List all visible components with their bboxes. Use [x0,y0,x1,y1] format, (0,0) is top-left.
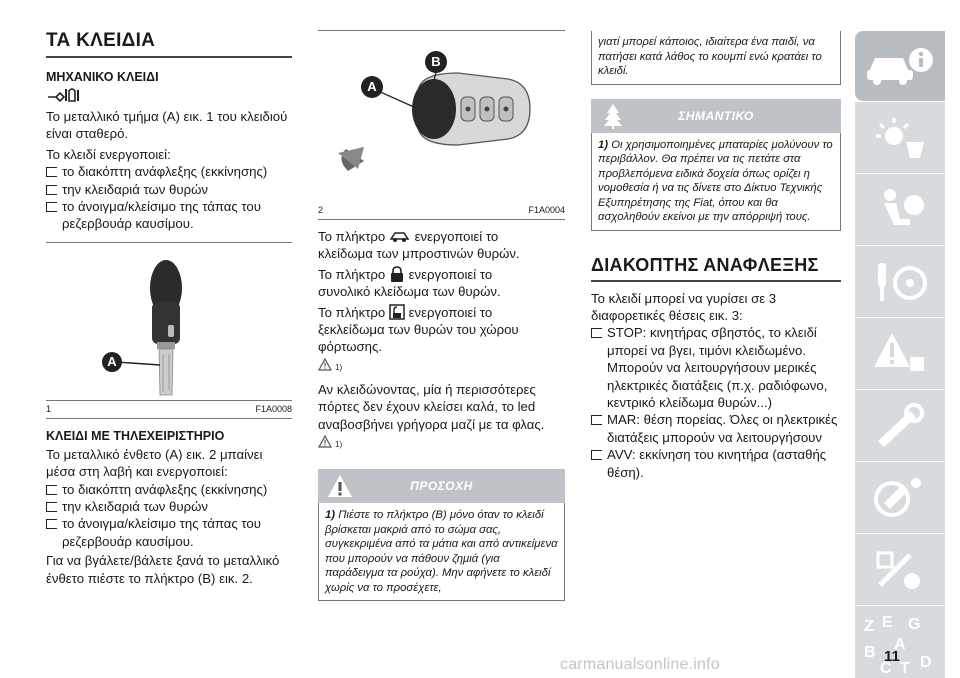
bullet-mark-icon [46,502,57,512]
warning-number: 1) [325,509,336,522]
button-2-line: Το πλήκτρο ενεργοποιεί το [318,266,493,282]
tab-starting-driving[interactable] [855,246,945,318]
warning-triangle-icon [870,329,930,379]
tab-emergency[interactable] [855,390,945,462]
cargo-unlock-icon [389,304,405,320]
bullet-mark-icon [46,185,57,195]
warning-reference-2: 1) [318,435,565,455]
important-box-header [591,99,841,133]
mech-paragraph-2: Το κλειδί ενεργοποιεί: [46,146,171,162]
svg-text:G: G [908,615,921,633]
remote-paragraph-1: Το μεταλλικό ένθετο (A) εικ. 2 μπαίνει μέσα στη λαβή και ενεργοποιεί: [46,446,263,480]
tab-car-info[interactable] [855,30,945,102]
ignition-bullet-avv: AVV: εκκίνηση του κινητήρα (ασταθής θέση). [591,446,841,481]
key-start-icon [870,257,930,307]
svg-text:Z: Z [864,617,874,635]
bullet-mark-icon [591,328,602,338]
car-info-icon [863,44,937,88]
watermark: carmanualsonline.info [560,656,720,673]
button-3-rest: ξεκλείδωμα των θυρών του χώρου φόρτωσης. [318,322,519,355]
mech-paragraph-1: Το μεταλλικό τμήμα (A) εικ. 1 του κλειδιού είναι σταθερό. [46,109,288,142]
remote-paragraph-2: Για να βγάλετε/βάλετε ξανά το μεταλλικό ένθετο πιέστε το πλήκτρο (B) εικ. 2. [46,553,280,586]
padlock-icon [389,266,405,282]
front-doors-lock-icon [389,229,411,243]
alphabetical-index-icon [860,613,940,677]
bullet-mark-icon [591,450,602,460]
mechanical-key-illustration [46,250,292,400]
figure-2-callout-a: A [367,79,377,94]
svg-text:T: T [900,659,910,677]
column-1 [46,30,292,587]
section-title-ignition: ΔΙΑΚΟΠΤΗΣ ΑΝΑΦΛΕΞΗΣ [591,255,841,282]
figure-1-code: F1A0008 [255,403,292,414]
tab-warning-lights[interactable] [855,318,945,390]
important-text: Οι χρησιμοποιημένες μπαταρίες μολύνουν το περιβάλλον. Θα πρέπει να τις πετάτε στα προβλεπόμενα ειδικά δοχεία όπως ορίζει η νομοθεσία ή να τις δίνετε στο Δίκτυο Τεχνικής Εξυπηρέτησης της Fiat, όπου και θα ασχοληθούν εκείνοι με την απόρριψή τους. [598,138,833,223]
warning-box-continuation [591,31,841,85]
figure-1 [46,250,292,400]
tab-technical-data[interactable] [855,534,945,606]
remote-bullet: το άνοιγμα/κλείσιμο της τάπας του ρεζερβουάρ καυσίμου. [46,515,292,550]
bullet-mark-icon [46,519,57,529]
button-1-rest: κλείδωμα των μπροστινών θυρών. [318,246,520,262]
warning-triangle-icon [318,435,332,448]
figure-1-number: 1 [46,403,52,414]
warning-box-body [318,503,565,601]
figure-2-number: 2 [318,205,324,215]
important-box-body [591,133,841,231]
bullet-mark-icon [46,485,57,495]
figure-1-caption [46,400,292,419]
figure-2-caption [318,201,565,220]
bullet-mark-icon [591,415,602,425]
warning-box-header [318,469,565,503]
heading-remote-key: ΚΛΕΙΔΙ ΜΕ ΤΗΛΕΧΕΙΡΙΣΤΗΡΙΟ [46,428,225,443]
important-number: 1) [598,138,609,151]
remote-bullet: το διακόπτη ανάφλεξης (εκκίνησης) [46,481,292,498]
technical-data-icon [870,545,930,595]
airbag-seat-icon [870,185,930,235]
warning-continuation-text: γιατί μπορεί κάποιος, ιδιαίτερα ένα παιδί, να πατήσει κατά λάθος το κουμπί ενώ κρατάει το κλειδί. [598,36,822,77]
mech-bullet: το άνοιγμα/κλείσιμο της τάπας του ρεζερβουάρ καυσίμου. [46,198,292,233]
warning-reference-1: 1) [318,358,565,378]
warning-title: ΠΡΟΣΟΧΗ [410,479,473,494]
mech-bullet: την κλειδαριά των θυρών [46,181,292,198]
figure-2-callout-b: B [431,54,441,69]
page-number: 11 [884,648,900,665]
heading-mechanical-key: ΜΗΧΑΝΙΚΟ ΚΛΕΙΔΙ [46,70,159,84]
figure-2-code: F1A0004 [528,205,565,215]
column-3 [591,31,841,481]
tab-index[interactable] [855,606,945,678]
important-title: ΣΗΜΑΝΤΙΚΟ [678,108,754,123]
svg-text:D: D [920,653,932,671]
svg-text:E: E [882,613,893,631]
wrench-service-icon [870,473,930,523]
ignition-paragraph: Το κλειδί μπορεί να γυρίσει σε 3 διαφορετικές θέσεις εικ. 3: [591,290,777,323]
button-1-line: Το πλήκτρο ενεργοποιεί το [318,229,499,244]
ignition-bullet-stop: STOP: κινητήρας σβηστός, το κλειδί μπορεί να βγει, τιμόνι κλειδωμένο. Μπορούν να λειτουργήσουν μερικές ηλεκτρικές διατάξεις (π.χ. ραδιόφωνο, κεντρικό κλείδωμα θυρών...) [591,324,841,411]
ignition-bullet-mar: MAR: θέση πορείας. Όλες οι ηλεκτρικές διατάξεις μπορούν να λειτουργήσουν [591,411,841,446]
mechanical-key-symbol-icon [46,87,292,105]
tab-safety[interactable] [855,174,945,246]
mech-bullet: το διακόπτη ανάφλεξης (εκκίνησης) [46,163,292,180]
chapter-tabs [855,30,945,678]
section-title-keys: ΤΑ ΚΛΕΙΔΙΑ [46,30,292,58]
divider [46,242,292,243]
figure-1-callout-a: A [107,353,117,369]
dashboard-lights-icon [870,114,930,162]
button-3-line: Το πλήκτρο ενεργοποιεί το [318,304,493,320]
warning-text: Πιέστε το πλήκτρο (B) μόνο όταν το κλειδί βρίσκεται μακριά από το σώμα σας, συγκεκριμένα από τα μάτια και από αντικείμενα που μπορούν να πάθουν ζημιά (για παράδειγμα τα ρούχα). Μην αφήνετε το κλειδί χωρίς να το προσέχετε, [325,509,558,594]
column-2 [318,30,565,601]
svg-text:A: A [894,635,906,653]
bullet-mark-icon [46,202,57,212]
tab-service-maintenance[interactable] [855,462,945,534]
bullet-mark-icon [46,167,57,177]
tab-dashboard-lights[interactable] [855,102,945,174]
remote-bullet: την κλειδαριά των θυρών [46,498,292,515]
svg-text:B: B [864,643,876,661]
doors-paragraph: Αν κλειδώνοντας, μία ή περισσότερες πόρτες δεν έχουν κλείσει καλά, το led αναβοσβήνει γρήγορα μαζί με τα φλας. [318,381,545,432]
svg-text:C: C [880,659,892,677]
button-2-rest: συνολικό κλείδωμα των θυρών. [318,284,501,300]
figure-2 [318,31,565,201]
jack-tools-icon [870,401,930,451]
warning-triangle-icon [318,358,332,371]
